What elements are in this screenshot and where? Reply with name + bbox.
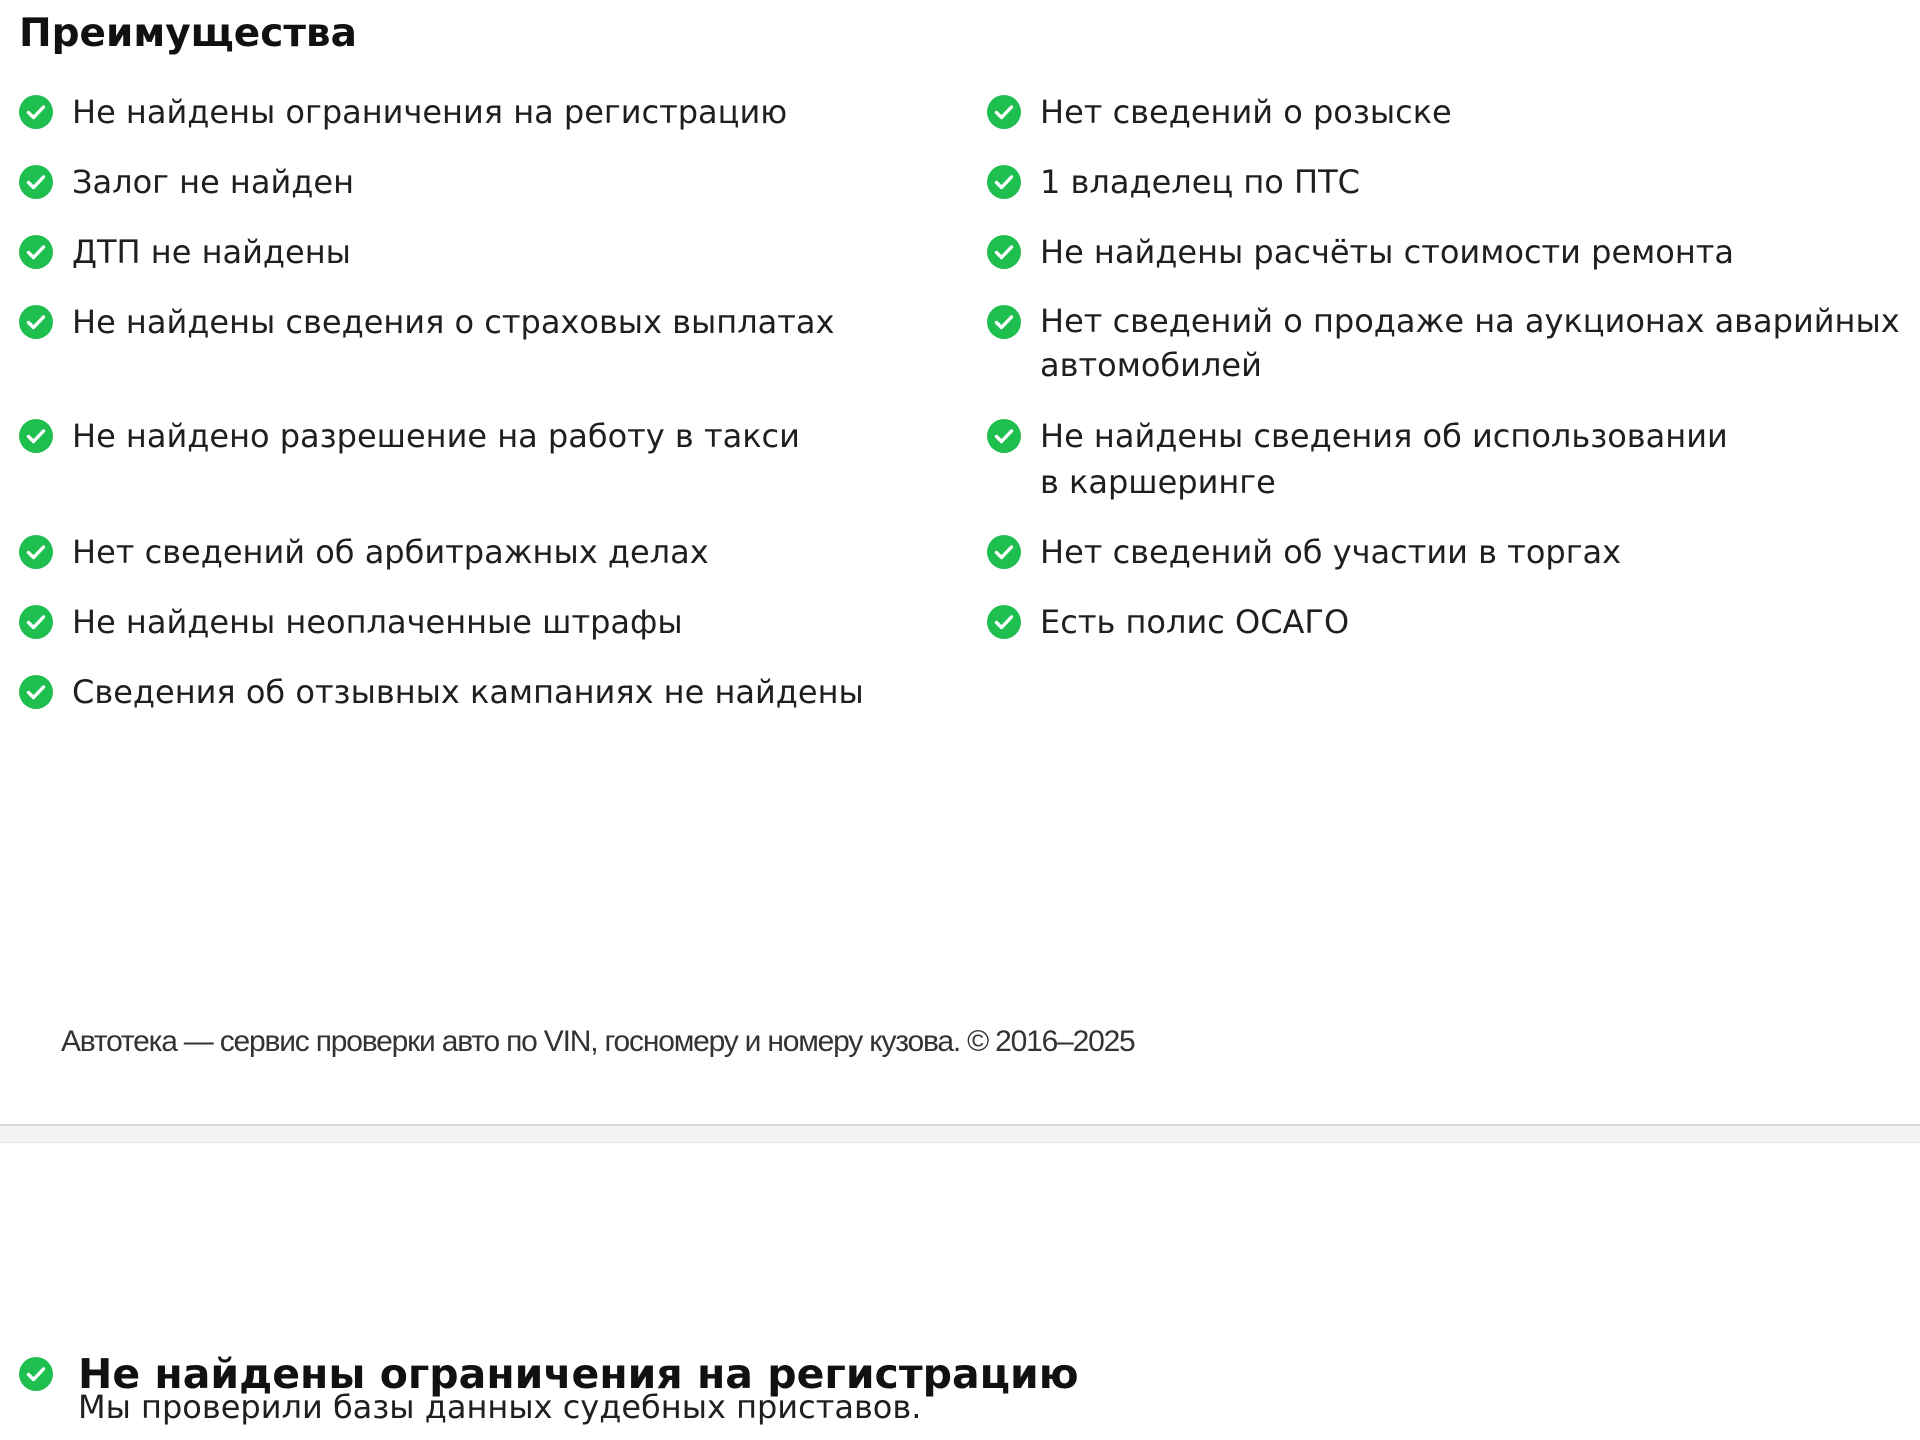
advantage-label: Не найдено разрешение на работу в такси	[72, 417, 800, 455]
advantage-item	[19, 669, 864, 715]
advantage-label: Нет сведений об арбитражных делах	[72, 533, 709, 571]
check-circle-icon	[19, 419, 53, 453]
detail-heading-text: Не найдены ограничения на регистрацию	[78, 1350, 1079, 1399]
advantage-label: Не найдены неоплаченные штрафы	[72, 603, 683, 641]
advantage-label: Не найдены сведения об использовании в каршеринге	[1040, 417, 1728, 501]
check-circle-icon	[987, 95, 1021, 129]
check-circle-icon	[19, 535, 53, 569]
check-circle-icon	[987, 305, 1021, 339]
advantage-label: 1 владелец по ПТС	[1040, 163, 1360, 201]
advantage-item	[19, 599, 683, 645]
check-circle-icon	[19, 235, 53, 269]
check-circle-icon	[987, 535, 1021, 569]
advantage-label: Не найдены расчёты стоимости ремонта	[1040, 233, 1735, 271]
advantage-label: Нет сведений о продаже на аукционах аварийных автомобилей	[1040, 302, 1900, 384]
advantage-item	[19, 529, 709, 575]
check-circle-icon	[19, 675, 53, 709]
detail-description: Мы проверили базы данных судебных приставов.	[78, 1388, 922, 1426]
advantages-title: Преимущества	[19, 11, 357, 56]
footer-copyright: Автотека — сервис проверки авто по VIN, госномеру и номеру кузова. © 2016–2025	[61, 1025, 1135, 1058]
check-circle-icon	[987, 605, 1021, 639]
advantage-item	[987, 229, 1734, 275]
advantage-label: Нет сведений о розыске	[1040, 93, 1452, 131]
advantage-item	[987, 413, 1747, 505]
advantage-label: Сведения об отзывных кампаниях не найдены	[72, 673, 864, 711]
advantage-label: ДТП не найдены	[72, 233, 351, 271]
advantage-item	[987, 599, 1349, 645]
advantage-item	[987, 299, 1912, 387]
advantage-item	[987, 159, 1360, 205]
advantage-label: Нет сведений об участии в торгах	[1040, 533, 1622, 571]
check-circle-icon	[987, 235, 1021, 269]
section-divider	[0, 1124, 1920, 1143]
advantage-item	[987, 89, 1452, 135]
advantage-item	[19, 299, 834, 345]
check-circle-icon	[19, 305, 53, 339]
advantage-label: Есть полис ОСАГО	[1040, 603, 1350, 641]
advantage-item	[19, 229, 351, 275]
check-circle-icon	[19, 165, 53, 199]
advantage-item	[19, 89, 787, 135]
advantage-label: Не найдены сведения о страховых выплатах	[72, 303, 835, 341]
check-circle-icon	[987, 419, 1021, 453]
advantage-label: Залог не найден	[72, 163, 354, 201]
advantage-item	[987, 529, 1621, 575]
advantage-item	[19, 413, 800, 459]
advantage-label: Не найдены ограничения на регистрацию	[72, 93, 788, 131]
advantage-item	[19, 159, 354, 205]
check-circle-icon	[19, 605, 53, 639]
check-circle-icon	[19, 95, 53, 129]
check-circle-icon	[987, 165, 1021, 199]
check-circle-icon	[19, 1357, 53, 1391]
